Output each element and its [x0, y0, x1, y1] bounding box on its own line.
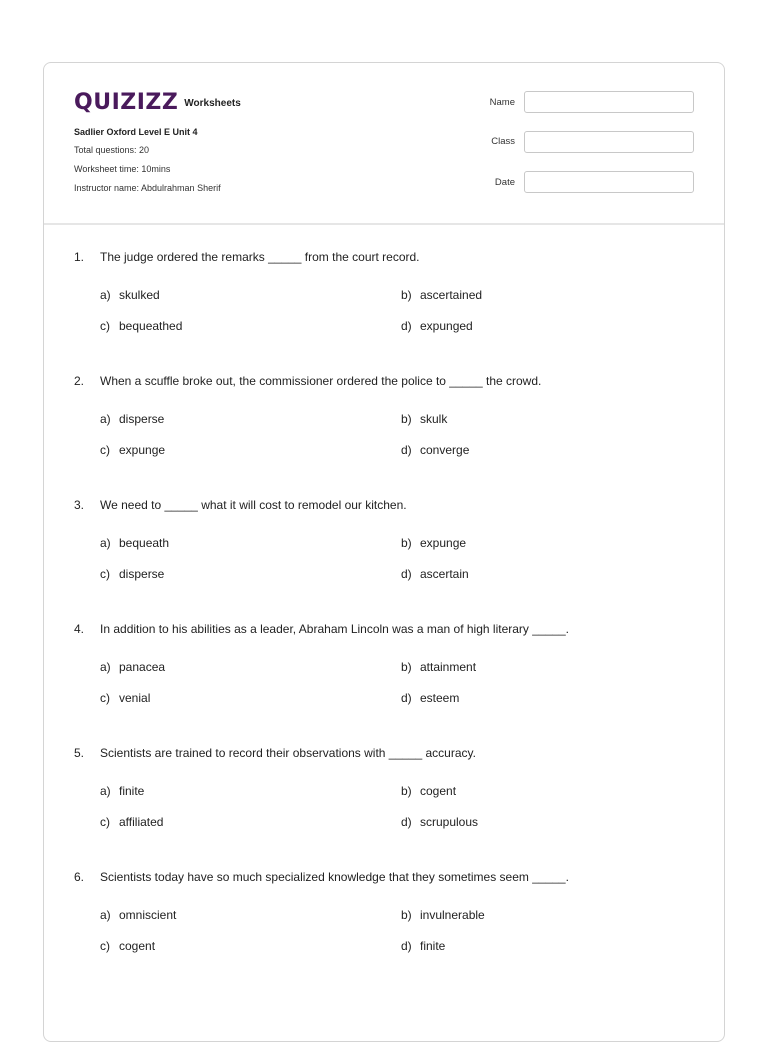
option-letter: d) — [401, 691, 412, 705]
logo-wordmark: QUIZIZZ — [74, 90, 179, 115]
option-text: ascertain — [420, 567, 469, 581]
option-b — [401, 784, 456, 798]
worksheet-header — [44, 63, 724, 223]
option-d — [401, 319, 473, 333]
question-number: 4. — [74, 622, 85, 636]
class-field[interactable] — [524, 131, 694, 153]
option-a — [100, 412, 164, 426]
question-text: The judge ordered the remarks _____ from the court record. — [100, 250, 420, 264]
option-letter: b) — [401, 908, 412, 922]
question-number: 1. — [74, 250, 85, 264]
option-text: esteem — [420, 691, 460, 705]
option-letter: d) — [401, 319, 412, 333]
option-letter: a) — [100, 784, 111, 798]
option-c — [100, 443, 165, 457]
date-label: Date — [494, 177, 515, 188]
option-text: omniscient — [119, 908, 177, 922]
option-text: skulk — [420, 412, 448, 426]
worksheet-card — [43, 62, 725, 1042]
option-c — [100, 939, 155, 953]
option-text: scrupulous — [420, 815, 479, 829]
header-divider — [44, 223, 724, 225]
option-a — [100, 288, 160, 302]
option-letter: a) — [100, 660, 111, 674]
option-text: disperse — [119, 412, 165, 426]
option-a — [100, 908, 176, 922]
question-text: In addition to his abilities as a leader, Abraham Lincoln was a man of high literary _____. — [100, 622, 569, 636]
option-letter: c) — [100, 691, 110, 705]
option-letter: d) — [401, 815, 412, 829]
option-b — [401, 288, 482, 302]
question-text: When a scuffle broke out, the commissioner ordered the police to _____ the crowd. — [100, 374, 542, 388]
logo-subtitle: Worksheets — [184, 98, 241, 109]
option-d — [401, 443, 469, 457]
option-text: cogent — [119, 939, 156, 953]
option-letter: b) — [401, 412, 412, 426]
name-label: Name — [489, 97, 515, 108]
option-d — [401, 691, 459, 705]
option-text: skulked — [119, 288, 160, 302]
option-text: bequeathed — [119, 319, 183, 333]
option-d — [401, 815, 478, 829]
question-number: 6. — [74, 870, 85, 884]
option-c — [100, 815, 163, 829]
option-a — [100, 660, 165, 674]
worksheet-title: Sadlier Oxford Level E Unit 4 — [74, 127, 198, 137]
question-number: 3. — [74, 498, 85, 512]
option-d — [401, 939, 445, 953]
option-letter: a) — [100, 908, 111, 922]
name-field[interactable] — [524, 91, 694, 113]
date-field[interactable] — [524, 171, 694, 193]
option-letter: c) — [100, 319, 110, 333]
option-text: panacea — [119, 660, 166, 674]
option-letter: a) — [100, 412, 111, 426]
question-text: Scientists today have so much specialized knowledge that they sometimes seem _____. — [100, 870, 569, 884]
option-c — [100, 691, 150, 705]
option-text: converge — [420, 443, 470, 457]
option-text: affiliated — [119, 815, 164, 829]
option-a — [100, 536, 169, 550]
worksheet-time: Worksheet time: 10mins — [74, 164, 171, 174]
class-label: Class — [491, 136, 515, 147]
option-letter: d) — [401, 443, 412, 457]
option-d — [401, 567, 469, 581]
option-letter: a) — [100, 536, 111, 550]
option-text: venial — [119, 691, 151, 705]
total-questions: Total questions: 20 — [74, 145, 150, 155]
question-text: We need to _____ what it will cost to remodel our kitchen. — [100, 498, 407, 512]
option-text: attainment — [420, 660, 477, 674]
option-letter: c) — [100, 939, 110, 953]
option-text: bequeath — [119, 536, 170, 550]
option-b — [401, 660, 476, 674]
option-text: finite — [420, 939, 446, 953]
option-letter: b) — [401, 784, 412, 798]
option-letter: b) — [401, 536, 412, 550]
option-letter: a) — [100, 288, 111, 302]
option-c — [100, 319, 182, 333]
option-text: disperse — [119, 567, 165, 581]
quizizz-logo — [74, 85, 241, 115]
option-letter: d) — [401, 567, 412, 581]
option-letter: b) — [401, 288, 412, 302]
instructor-name: Instructor name: Abdulrahman Sherif — [74, 183, 221, 193]
question-number: 2. — [74, 374, 85, 388]
option-text: ascertained — [420, 288, 483, 302]
option-text: expunged — [420, 319, 473, 333]
option-letter: d) — [401, 939, 412, 953]
option-text: cogent — [420, 784, 457, 798]
option-b — [401, 536, 466, 550]
option-text: finite — [119, 784, 145, 798]
option-letter: c) — [100, 567, 110, 581]
option-text: expunge — [420, 536, 467, 550]
option-letter: c) — [100, 443, 110, 457]
question-number: 5. — [74, 746, 85, 760]
option-letter: c) — [100, 815, 110, 829]
option-text: invulnerable — [420, 908, 485, 922]
option-b — [401, 908, 485, 922]
option-a — [100, 784, 144, 798]
question-text: Scientists are trained to record their observations with _____ accuracy. — [100, 746, 476, 760]
option-text: expunge — [119, 443, 166, 457]
option-letter: b) — [401, 660, 412, 674]
option-b — [401, 412, 447, 426]
option-c — [100, 567, 164, 581]
